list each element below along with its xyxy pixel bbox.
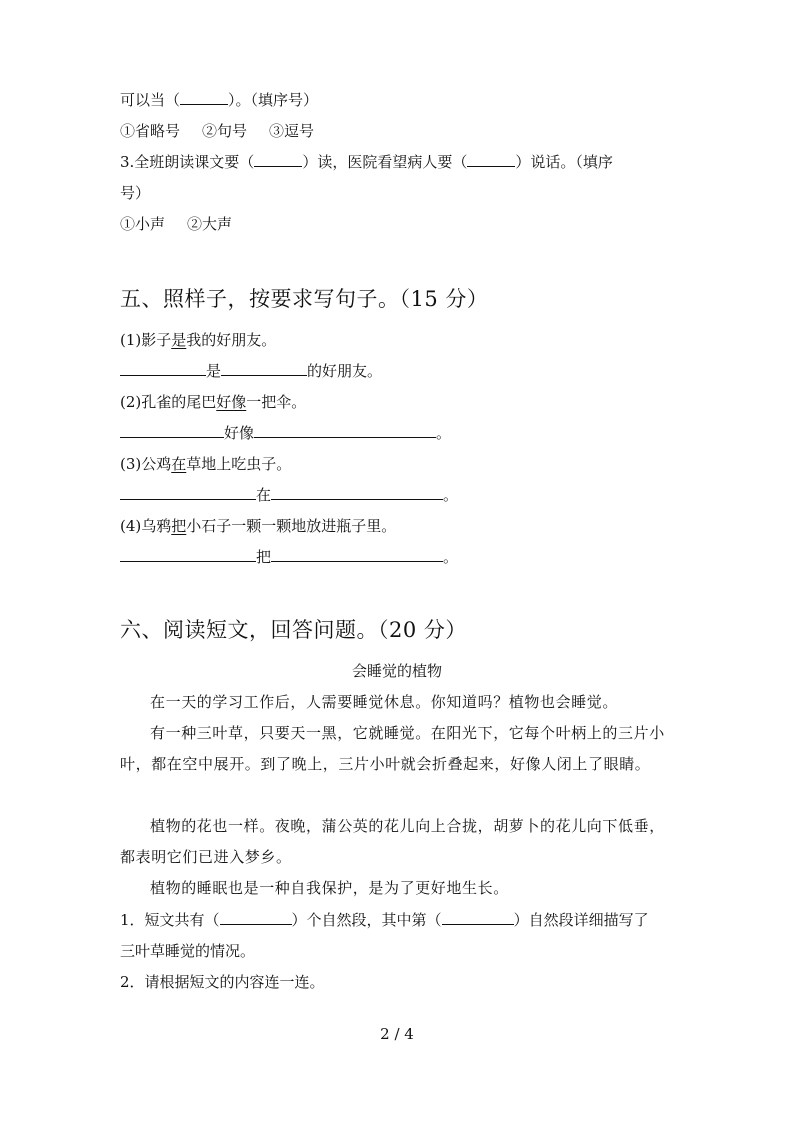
answer-blank[interactable] [220, 910, 292, 925]
option-item: ③逗号 [269, 122, 315, 140]
q3-text [120, 152, 613, 172]
example-keyword: 把 [171, 517, 187, 535]
answer-blank[interactable] [442, 910, 514, 925]
answer-line-2 [120, 423, 451, 443]
reading-question-1 [120, 910, 649, 930]
example-keyword: 在 [171, 455, 187, 473]
q3-text-part: ）说话。（填序 [515, 153, 613, 171]
answer-line-3 [120, 485, 458, 505]
story-paragraph-1: 在一天的学习工作后，人需要睡觉休息。你知道吗？植物也会睡觉。 [150, 693, 619, 711]
example-text: (4)乌鸦 [120, 517, 172, 535]
example-keyword: 是 [171, 331, 187, 349]
answer-keyword: 在 [256, 486, 272, 504]
answer-blank[interactable] [254, 152, 302, 167]
answer-text: 的好朋友。 [307, 362, 383, 380]
answer-text: 。 [443, 548, 459, 566]
question-text: 1．短文共有（ [120, 911, 220, 929]
q3-options [120, 214, 232, 234]
answer-line-4 [120, 547, 458, 567]
story-paragraph-4: 植物的睡眠也是一种自我保护，是为了更好地生长。 [150, 879, 509, 897]
q3-text-part: ）读，医院看望病人要（ [302, 153, 468, 171]
answer-keyword: 是 [206, 362, 222, 380]
example-text: 一把伞。 [246, 393, 307, 411]
answer-blank[interactable] [180, 90, 228, 105]
example-text: (2)孔雀的尾巴 [120, 393, 217, 411]
example-text: 我的好朋友。 [186, 331, 277, 349]
example-text: (1)影子 [120, 331, 172, 349]
answer-blank[interactable] [271, 547, 443, 562]
answer-blank[interactable] [120, 547, 256, 562]
section5-title: 五、照样子，按要求写句子。（15 分） [120, 287, 489, 311]
reading-question-2: 2．请根据短文的内容连一连。 [120, 973, 325, 991]
answer-blank[interactable] [120, 485, 256, 500]
question-text: ）个自然段，其中第（ [291, 911, 442, 929]
q2-continuation [120, 90, 318, 110]
reading-question-1-line2: 三叶草睡觉的情况。 [120, 942, 256, 960]
option-item: ①小声 [120, 215, 166, 233]
story-title: 会睡觉的植物 [351, 662, 442, 680]
answer-blank[interactable] [271, 485, 443, 500]
q3-text-line2: 号） [120, 184, 151, 202]
example-text: 小石子一颗一颗地放进瓶子里。 [186, 517, 397, 535]
answer-blank[interactable] [254, 423, 436, 438]
answer-text: 。 [436, 424, 452, 442]
answer-text: 。 [443, 486, 459, 504]
answer-keyword: 把 [256, 548, 272, 566]
answer-blank[interactable] [221, 361, 307, 376]
question-text: ）自然段详细描写了 [513, 911, 649, 929]
example-sentence-3 [120, 454, 291, 474]
answer-line-1 [120, 361, 382, 381]
q2-text-pre: 可以当（ [120, 91, 181, 109]
option-item: ①省略号 [120, 122, 181, 140]
q3-text-part: 3.全班朗读课文要（ [120, 153, 255, 171]
answer-blank[interactable] [120, 361, 206, 376]
example-sentence-2 [120, 392, 306, 412]
answer-blank[interactable] [467, 152, 515, 167]
example-keyword: 好像 [216, 393, 247, 411]
option-item: ②句号 [202, 122, 248, 140]
story-paragraph-3: 植物的花也一样。夜晚，蒲公英的花儿向上合拢，胡萝卜的花儿向下低垂，都表明它们已进入梦乡。 [120, 817, 665, 866]
answer-blank[interactable] [120, 423, 224, 438]
example-text: 草地上吃虫子。 [186, 455, 292, 473]
page-number: 2 / 4 [380, 1025, 414, 1043]
answer-keyword: 好像 [224, 424, 255, 442]
section6-title: 六、阅读短文，回答问题。（20 分） [120, 618, 467, 642]
option-item: ②大声 [187, 215, 233, 233]
q2-options [120, 121, 314, 141]
example-text: (3)公鸡 [120, 455, 172, 473]
story-paragraph-2: 有一种三叶草，只要天一黑，它就睡觉。在阳光下，它每个叶柄上的三片小叶，都在空中展开。到了晚上，三片小叶就会折叠起来，好像人闭上了眼睛。 [120, 724, 665, 773]
q2-text-post: ）。（填序号） [228, 91, 319, 109]
example-sentence-1 [120, 330, 276, 350]
example-sentence-4 [120, 516, 396, 536]
